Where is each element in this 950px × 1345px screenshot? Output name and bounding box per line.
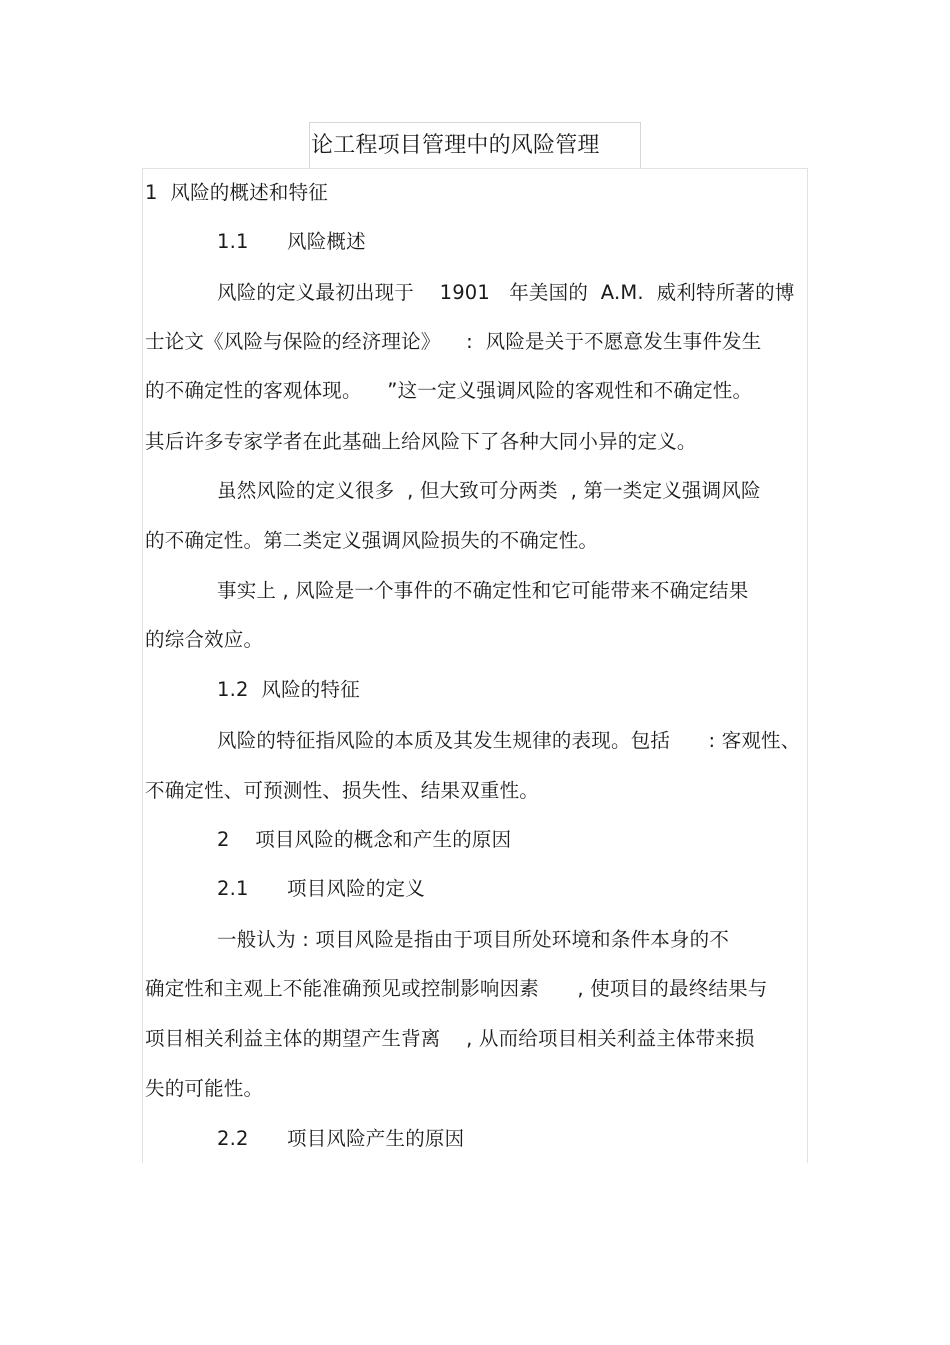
paragraph-line: 项目相关利益主体的期望产生背离 , 从而给项目相关利益主体带来损: [145, 1027, 755, 1050]
paragraph-line: 事实上 , 风险是一个事件的不确定性和它可能带来不确定结果: [217, 579, 749, 602]
paragraph-line: 其后许多专家学者在此基础上给风险下了各种大同小异的定义。: [145, 430, 697, 453]
paragraph-line: 不确定性、可预测性、损失性、结果双重性。: [145, 779, 540, 802]
subsection-heading-1-1: 1.1 风险概述: [217, 230, 366, 253]
paragraph-line: 的不确定性。第二类定义强调风险损失的不确定性。: [145, 529, 599, 552]
paragraph-line: 一般认为 : 项目风险是指由于项目所处环境和条件本身的不: [217, 928, 730, 951]
paragraph-line: 确定性和主观上不能准确预见或控制影响因素 , 使项目的最终结果与: [145, 977, 768, 1000]
subsection-heading-2-1: 2.1 项目风险的定义: [217, 877, 425, 900]
paragraph-line: 的不确定性的客观体现。 ”这一定义强调风险的客观性和不确定性。: [145, 379, 753, 402]
paragraph-line: 风险的特征指风险的本质及其发生规律的表现。包括 : 客观性、: [217, 729, 801, 752]
paragraph-line: 的综合效应。: [145, 628, 264, 651]
section-heading-2: 2 项目风险的概念和产生的原因: [217, 828, 512, 851]
content-frame: [142, 168, 808, 1163]
subsection-heading-2-2: 2.2 项目风险产生的原因: [217, 1127, 465, 1150]
paragraph-line: 虽然风险的定义很多 , 但大致可分两类 , 第一类定义强调风险: [217, 479, 761, 502]
paragraph-line: 失的可能性。: [145, 1077, 264, 1100]
paragraph-line: 风险的定义最初出现于 1901 年美国的 A.M. 威利特所著的博: [217, 281, 795, 304]
paragraph-line: 士论文《风险与保险的经济理论》 : 风险是关于不愿意发生事件发生: [145, 330, 762, 353]
section-heading-1: 1 风险的概述和特征: [145, 181, 329, 204]
subsection-heading-1-2: 1.2 风险的特征: [217, 678, 360, 701]
document-title: 论工程项目管理中的风险管理: [311, 133, 600, 158]
